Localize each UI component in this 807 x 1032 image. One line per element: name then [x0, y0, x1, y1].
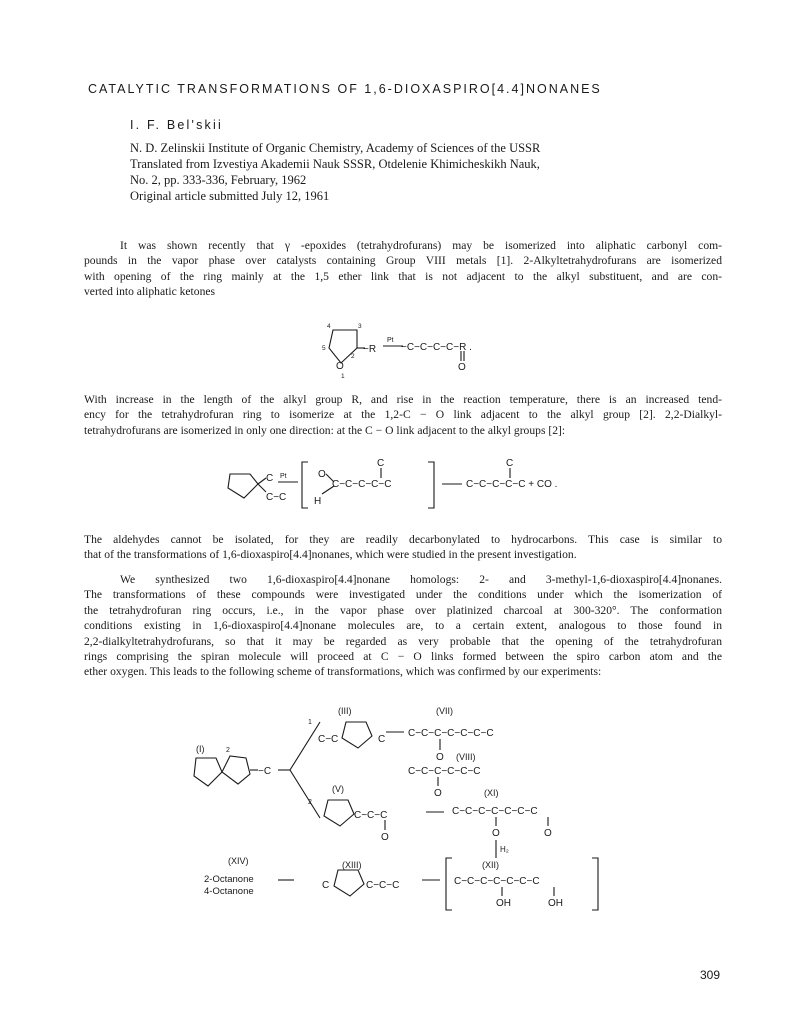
- compound-I: [194, 744, 271, 786]
- text-line: that of the transformations of 1,6-dioxaspiro[4.4]nonanes, which were studied in the present investigation.: [84, 548, 577, 562]
- carbonyl-oxygen: O: [458, 362, 466, 373]
- ring: [334, 870, 364, 896]
- tetrahydrofuran-ring: [228, 474, 258, 498]
- carbon-chain: C−C−C: [366, 880, 400, 891]
- compound-label: (I): [196, 744, 205, 754]
- compound-XII: [454, 860, 563, 909]
- carbonyl-oxygen: O: [544, 828, 552, 839]
- compound-label: (VIII): [456, 752, 476, 762]
- compound-V: [324, 784, 389, 843]
- text-line: With increase in the length of the alkyl group R, and rise in the reaction temperature, there is an increased tend-: [84, 393, 722, 406]
- text-line: It was shown recently that γ -epoxides (tetrahydrofurans) may be isomerized into aliphatic carbonyl com-: [120, 239, 722, 252]
- ketone-product: −C−C−C−C−R .: [401, 342, 472, 353]
- ring: [324, 800, 354, 826]
- text-line: the tetrahydrofuran ring occurs, i.e., in the vapor phase over platinized charcoal at 300-320°. The conformation: [84, 603, 722, 617]
- carbon-chain: C−C−C−C−C−C−C: [452, 806, 538, 817]
- affiliation-line: Original article submitted July 12, 1961: [130, 189, 330, 203]
- affiliation-line: Translated from Izvestiya Akademii Nauk SSSR, Otdelenie Khimicheskikh Nauk,: [130, 157, 540, 171]
- scheme-spiro-transformations: [190, 700, 610, 920]
- text-line: The aldehydes cannot be isolated, for they are readily decarbonylated to hydrocarbons. This case is similar to: [84, 533, 722, 546]
- ring-number: 4: [327, 323, 331, 330]
- bracket-left: [446, 858, 452, 910]
- text-line: 2,2-dialkyltetrahydrofurans, so that it may be regarded as very probable that the opening of the tetrahydrofuran: [84, 634, 722, 648]
- compound-XIV: [204, 856, 254, 897]
- compound-label: (III): [338, 706, 352, 716]
- paragraph-dialkyl: [84, 392, 722, 438]
- paragraph-aldehydes: [84, 532, 722, 563]
- hydroxyl-group: OH: [548, 898, 563, 909]
- compound-label: (V): [332, 784, 344, 794]
- scheme-dialkyltetrahydrofuran: [222, 448, 602, 514]
- bracket-right: [592, 858, 598, 910]
- compound-label: (XIV): [228, 856, 249, 866]
- carbon-chain: C−C−C−C−C−C: [408, 766, 481, 777]
- branch-carbon: C: [377, 458, 385, 469]
- compound-XIII: [322, 860, 399, 896]
- ring-number: 2: [226, 747, 230, 754]
- substituent: C−C: [318, 734, 339, 745]
- text-line: rings comprising the spiran molecule will proceed at C − O links formed between the spiro carbon atom and the: [84, 650, 722, 664]
- affiliation-block: [130, 140, 540, 204]
- path-number: 1: [308, 719, 312, 726]
- compound-label: (XIII): [342, 860, 362, 870]
- compound-VIII: [408, 752, 481, 799]
- ring-number: 1: [341, 373, 345, 380]
- compound-label: (XII): [482, 860, 499, 870]
- text-line: ency for the tetrahydrofuran ring to isomerize at the 1,2-C − O link adjacent to the alkyl group [2]. 2,2-Dialkyl-: [84, 408, 722, 422]
- compound-label: (VII): [436, 706, 453, 716]
- text-line: verted into aliphatic ketones: [84, 285, 216, 299]
- spiro-ring-left: [194, 758, 222, 786]
- product-name: 4-Octanone: [204, 886, 254, 897]
- text-line: with opening of the ring mainly at the 1,5 ether link that is not adjacent to the alkyl substituent, and are con-: [84, 269, 722, 283]
- carbonyl-oxygen: O: [434, 788, 442, 799]
- carbon-chain: C−C−C: [354, 810, 388, 821]
- intermediate-chain: C−C−C−C−C: [332, 479, 392, 490]
- scheme-2-alkyltetrahydrofuran: [305, 318, 525, 380]
- compound-VII: [408, 706, 494, 763]
- carbonyl-oxygen: O: [436, 752, 444, 763]
- text-line: We synthesized two 1,6-dioxaspiro[4.4]nonane homologs: 2- and 3-methyl-1,6-dioxaspiro[4.4]nonanes.: [120, 573, 722, 586]
- methyl-group: −C: [258, 766, 272, 777]
- text-line: conditions existing in 1,6-dioxaspiro[4.4]nonane molecules are, to a certain extent, analogous to those found in: [84, 619, 722, 633]
- affiliation-line: N. D. Zelinskii Institute of Organic Chemistry, Academy of Sciences of the USSR: [130, 141, 541, 155]
- alkyl-group: C: [266, 473, 274, 484]
- carbonyl-oxygen: O: [381, 832, 389, 843]
- compound-III: [318, 706, 385, 748]
- text-line: ether oxygen. This leads to the following scheme of transformations, which was confirmed by our experiments:: [84, 665, 602, 679]
- ring-number: 5: [322, 345, 326, 352]
- ring-number: 2: [351, 353, 355, 360]
- aldehyde-oxygen: O: [318, 469, 326, 480]
- catalyst-label: Pt: [280, 473, 287, 480]
- aldehyde-hydrogen: H: [314, 496, 322, 507]
- bracket-right: [428, 462, 434, 508]
- carbonyl-oxygen: O: [492, 828, 500, 839]
- compound-label: (XI): [484, 788, 499, 798]
- bracket-left: [302, 462, 308, 508]
- text-line: pounds in the vapor phase over catalysts containing Group VIII metals [1]. 2-Alkyltetrahydrofurans are isomerized: [84, 254, 722, 268]
- substituent: C: [322, 880, 330, 891]
- affiliation-line: No. 2, pp. 333-336, February, 1962: [130, 173, 307, 187]
- substituent: C: [378, 734, 386, 745]
- compound-XI: [452, 788, 552, 839]
- ring-oxygen: O: [336, 361, 344, 372]
- reagent-label: H₂: [500, 845, 509, 854]
- text-line: tetrahydrofurans are isomerized in only one direction: at the C − O link adjacent to the alkyl groups [2]:: [84, 423, 566, 437]
- hydroxyl-group: OH: [496, 898, 511, 909]
- article-title: CATALYTIC TRANSFORMATIONS OF 1,6-DIOXASPIRO[4.4]NONANES: [88, 82, 602, 96]
- alkyl-group: −R: [363, 344, 377, 355]
- product-name: 2-Octanone: [204, 874, 254, 885]
- branch-carbon: C: [506, 458, 514, 469]
- ring: [342, 722, 372, 748]
- hydrocarbon-product: C−C−C−C−C + CO .: [466, 479, 558, 490]
- text-line: The transformations of these compounds were investigated under the conditions under which the isomerization of: [84, 588, 722, 602]
- author-name: I. F. Bel'skii: [130, 118, 223, 132]
- alkyl-group: C−C: [266, 492, 287, 503]
- paragraph-synthesis: [84, 572, 722, 680]
- ring-number: 3: [358, 323, 362, 330]
- paragraph-intro: [84, 238, 722, 300]
- page-number: 309: [700, 968, 721, 982]
- carbon-chain: C−C−C−C−C−C−C: [408, 728, 494, 739]
- spiro-ring-right: [222, 756, 250, 784]
- path-number: 2: [308, 799, 312, 806]
- catalyst-label: Pt: [387, 337, 394, 344]
- branch-lines: [290, 722, 320, 818]
- carbon-chain: C−C−C−C−C−C−C: [454, 876, 540, 887]
